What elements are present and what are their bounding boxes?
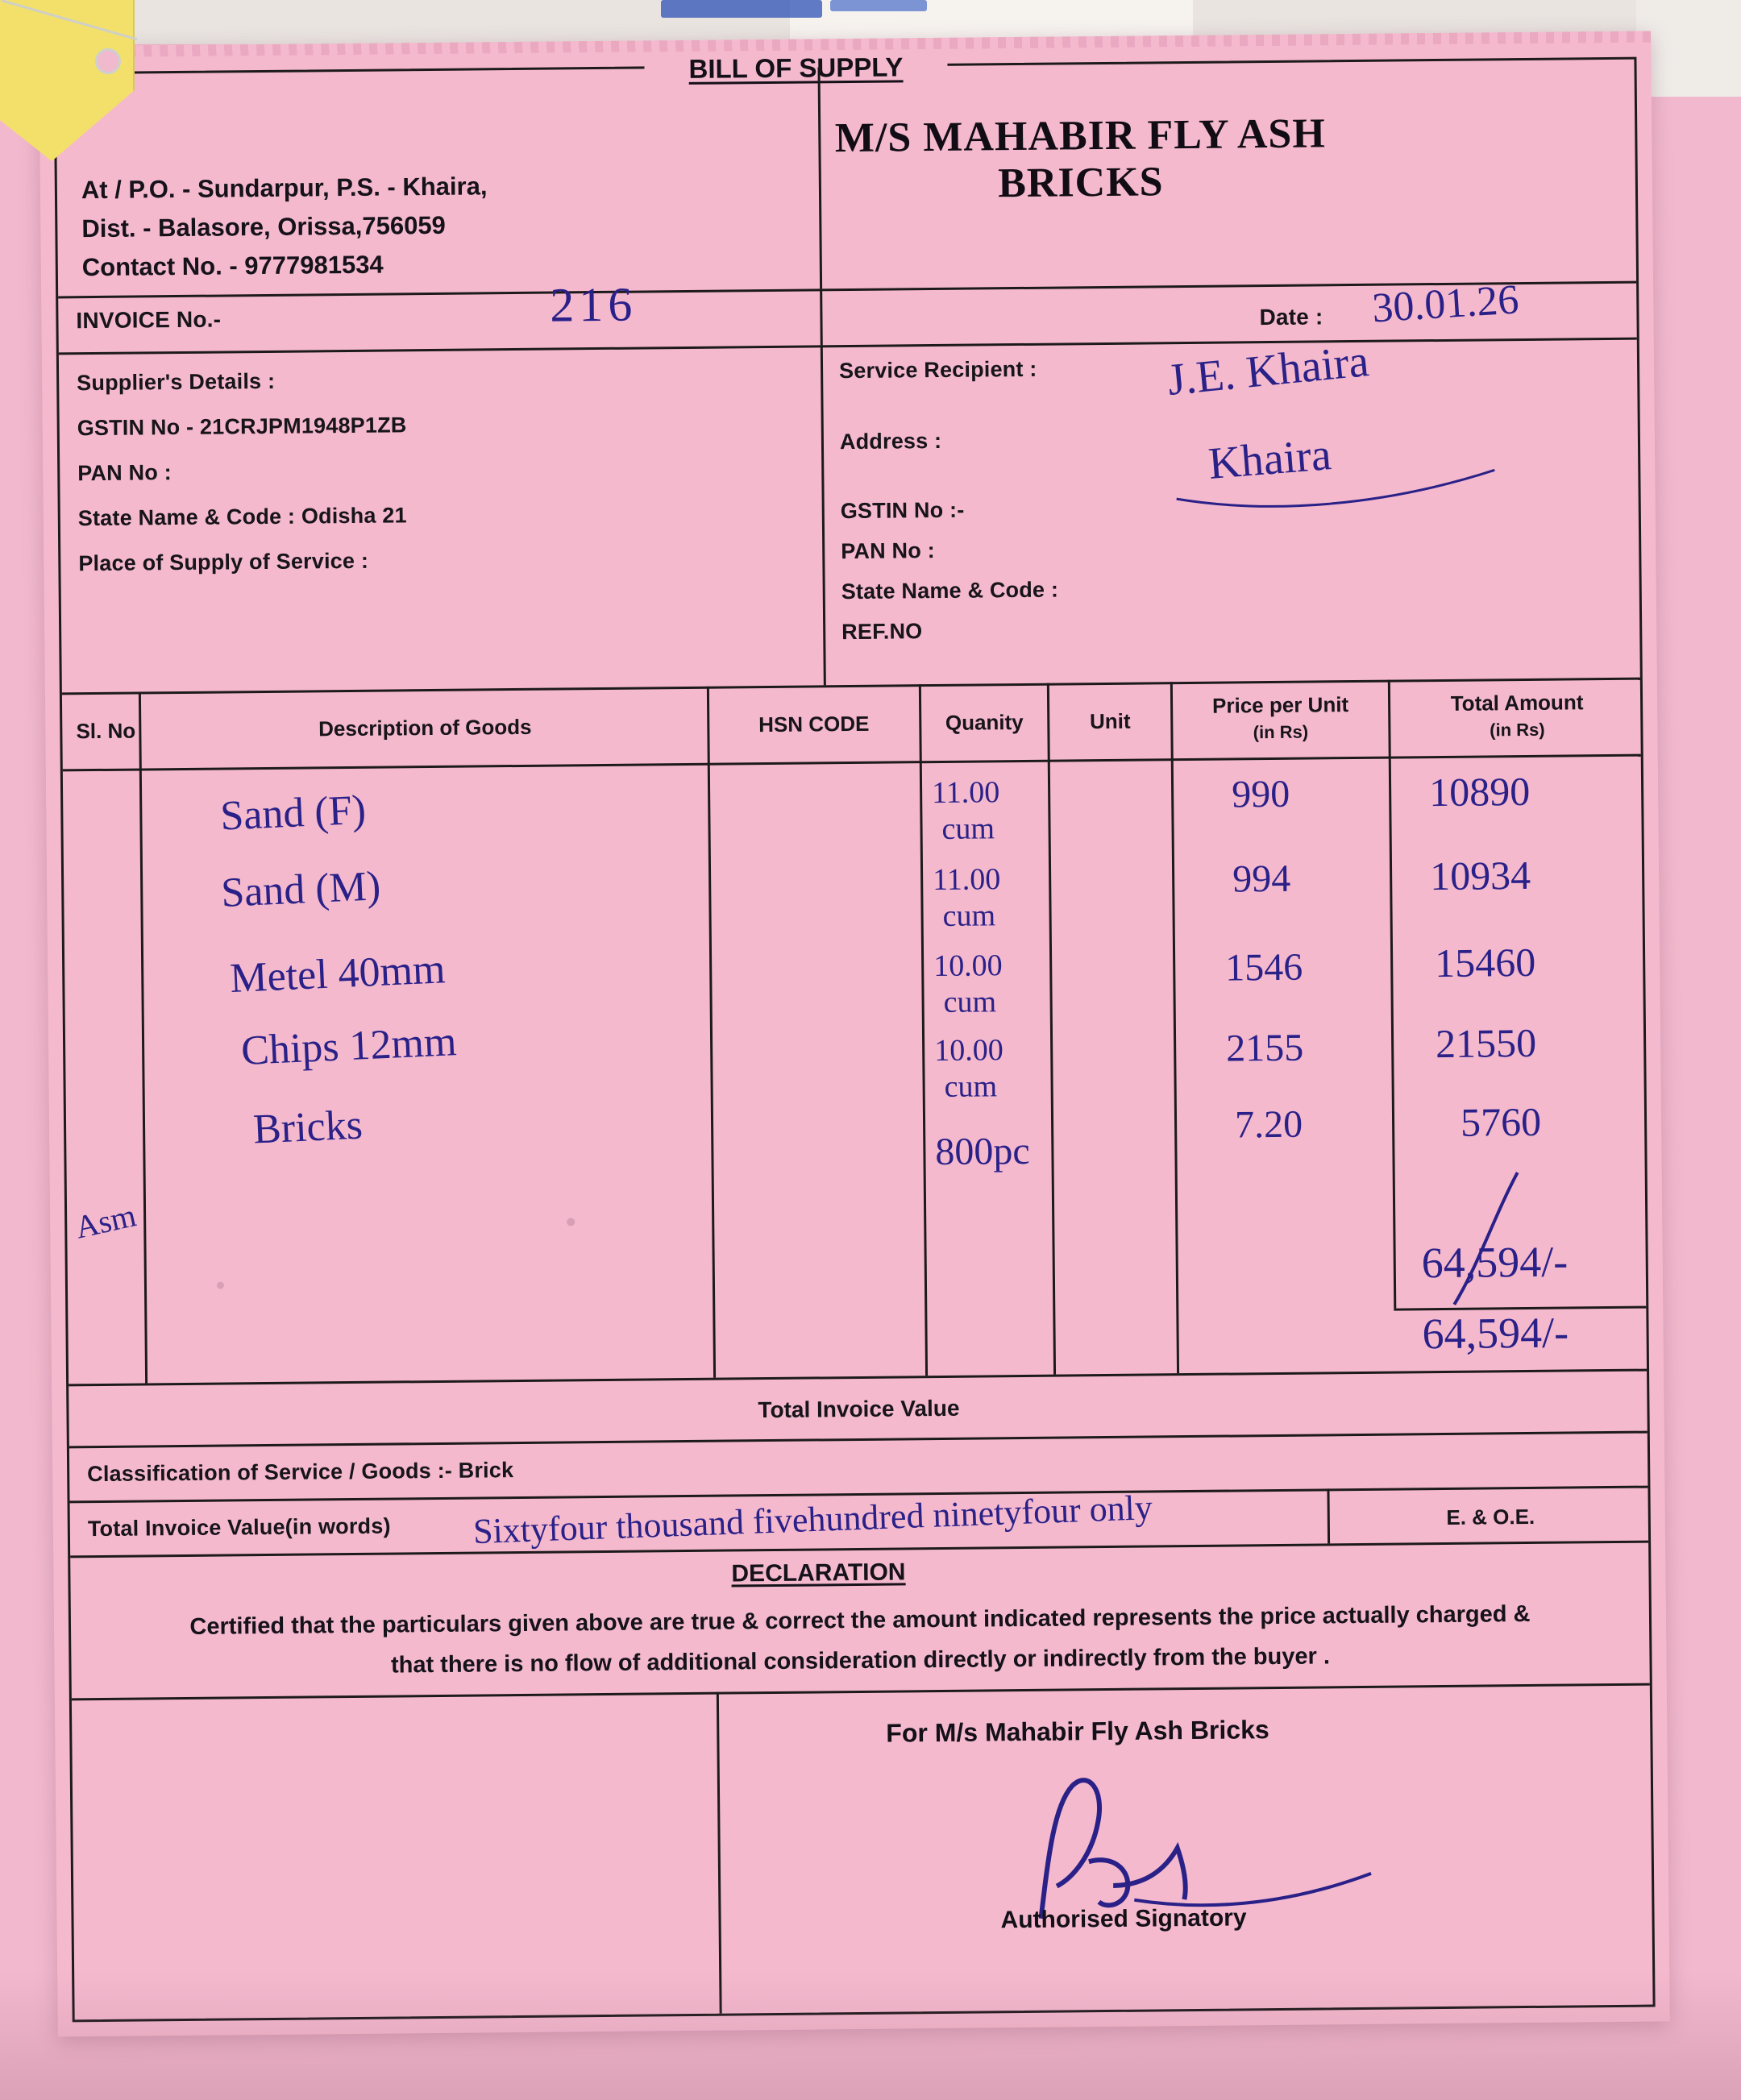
classification-label-text: Classification of Service / Goods :- [87, 1458, 453, 1487]
row-price: 2155 [1225, 1026, 1304, 1070]
table-header-bottom-rule [63, 754, 1641, 772]
recipient-heading: Service Recipient : [838, 356, 1037, 384]
th-unit: Unit [1089, 708, 1131, 734]
col-divider-price [1388, 680, 1396, 1309]
row-quantity: 11.00 [932, 862, 1001, 898]
row-quantity: 10.00 [933, 948, 1003, 984]
total-bar-bottom-rule [69, 1431, 1648, 1449]
row-price: 7.20 [1234, 1102, 1303, 1147]
row-total: 15460 [1434, 939, 1536, 986]
row-quantity: 11.00 [931, 775, 1000, 811]
address-line-2: Dist. - Balasore, Orissa,756059 [81, 210, 446, 243]
signature-block-divider [717, 1692, 722, 2014]
th-quantity: Quanity [945, 709, 1024, 735]
row-description: Sand (M) [220, 863, 382, 916]
authorised-signatory-label: Authorised Signatory [1000, 1904, 1247, 1934]
bill-frame [53, 52, 1655, 2023]
supplier-gstin: GSTIN No - 21CRJPM1948P1ZB [77, 413, 407, 441]
supplier-place-of-supply: Place of Supply of Service : [78, 548, 369, 576]
subtotal-value: 64,594/- [1421, 1237, 1569, 1288]
declaration-line-1: Certified that the particulars given above are true & correct the amount indicated represents the price actually charged & [189, 1600, 1531, 1640]
row-description: Bricks [251, 1102, 364, 1153]
invoice-no-value: 216 [549, 277, 638, 332]
date-label: Date : [1259, 304, 1323, 330]
invoice-row-bottom-rule [59, 338, 1637, 355]
invoice-no-label: INVOICE No.- [76, 306, 222, 334]
recipient-underline-scribble [1172, 463, 1511, 523]
company-name [733, 110, 1427, 210]
row-price: 990 [1231, 772, 1290, 816]
eoe-label: E. & O.E. [1446, 1504, 1535, 1529]
row-total: 10890 [1428, 768, 1531, 816]
row-quantity-unit: cum [943, 985, 997, 1019]
table-bottom-rule [69, 1369, 1647, 1387]
th-sl-no: Sl. No [76, 718, 136, 744]
row-quantity-unit: cum [944, 1069, 998, 1104]
party-block-divider [821, 345, 826, 685]
declaration-title: DECLARATION [731, 1558, 906, 1587]
row-description: Sand (F) [219, 786, 368, 840]
recipient-address-value: Khaira [1206, 430, 1333, 489]
row-quantity-unit: cum [942, 899, 996, 933]
paper-smudge [567, 1218, 575, 1226]
words-value: Sixtyfour thousand fivehundred ninetyfour only [472, 1488, 1153, 1552]
recipient-pan-label: PAN No : [841, 538, 935, 564]
for-company-label: For M/s Mahabir Fly Ash Bricks [886, 1715, 1269, 1748]
supplier-pan: PAN No : [77, 460, 172, 486]
row-description: Metel 40mm [229, 946, 447, 1002]
recipient-name-value: J.E. Khaira [1165, 336, 1371, 405]
col-divider-quantity [1047, 683, 1056, 1375]
row-quantity [935, 1129, 1030, 1174]
supplier-heading: Supplier's Details : [77, 368, 276, 396]
row-quantity: 10.00 [934, 1033, 1003, 1069]
row-quantity-unit: pc [993, 1129, 1030, 1173]
declaration-line-2: that there is no flow of additional consideration directly or indirectly from the buyer . [390, 1643, 1331, 1679]
bill-of-supply-document [39, 31, 1670, 2036]
invoice-vertical-divider [820, 288, 823, 345]
page-shadow [0, 1971, 1741, 2100]
recipient-address-label: Address : [839, 428, 942, 454]
classification-value: Brick [458, 1458, 514, 1483]
row-total: 5760 [1460, 1098, 1542, 1145]
col-divider-description [707, 687, 716, 1378]
desk-paper-right [1636, 0, 1741, 97]
eoe-divider [1327, 1488, 1330, 1543]
th-hsn: HSN CODE [758, 711, 870, 737]
words-label: Total Invoice Value(in words) [87, 1513, 391, 1542]
company-name-line2: BRICKS [997, 159, 1164, 207]
th-price-per-unit: Price per Unit [1211, 692, 1349, 718]
company-address [81, 167, 488, 287]
paper-smudge [217, 1282, 224, 1289]
page-title: BILL OF SUPPLY [644, 52, 947, 85]
declaration-bottom-rule [72, 1683, 1650, 1701]
col-divider-hsn [919, 684, 928, 1376]
company-name-line1: M/S MAHABIR FLY ASH [834, 110, 1327, 162]
row-price: 1546 [1224, 945, 1303, 990]
supplier-state: State Name & Code : Odisha 21 [77, 503, 407, 531]
recipient-ref-label: REF.NO [841, 619, 923, 645]
ink-initial-mark: Asm [72, 1197, 139, 1246]
col-divider-slno [139, 691, 148, 1383]
blue-ink-mark-secondary [830, 0, 927, 11]
blue-ink-mark [661, 0, 822, 18]
row-total: 21550 [1435, 1019, 1537, 1067]
total-invoice-value-label: Total Invoice Value [758, 1395, 960, 1423]
row-quantity-unit: cum [941, 811, 995, 846]
row-total: 10934 [1429, 852, 1531, 899]
row-price: 994 [1232, 857, 1291, 901]
address-line-1: At / P.O. - Sundarpur, P.S. - Khaira, [81, 172, 488, 205]
recipient-gstin-label: GSTIN No :- [840, 497, 965, 524]
words-bottom-rule [70, 1541, 1648, 1558]
th-total-amount-sub: (in Rs) [1490, 719, 1545, 741]
row-quantity-value: 800 [935, 1130, 994, 1174]
address-line-3: Contact No. - 9777981534 [81, 250, 384, 282]
total-invoice-value-amount: 64,594/- [1422, 1308, 1569, 1359]
tag-hole [95, 48, 121, 74]
row-description: Chips 12mm [239, 1019, 458, 1074]
classification-label [87, 1458, 513, 1487]
th-price-per-unit-sub: (in Rs) [1253, 721, 1309, 743]
col-divider-unit [1170, 682, 1179, 1373]
recipient-state-label: State Name & Code : [841, 577, 1059, 604]
date-value: 30.01.26 [1370, 276, 1520, 332]
th-description: Description of Goods [318, 714, 532, 741]
th-total-amount: Total Amount [1450, 690, 1584, 716]
